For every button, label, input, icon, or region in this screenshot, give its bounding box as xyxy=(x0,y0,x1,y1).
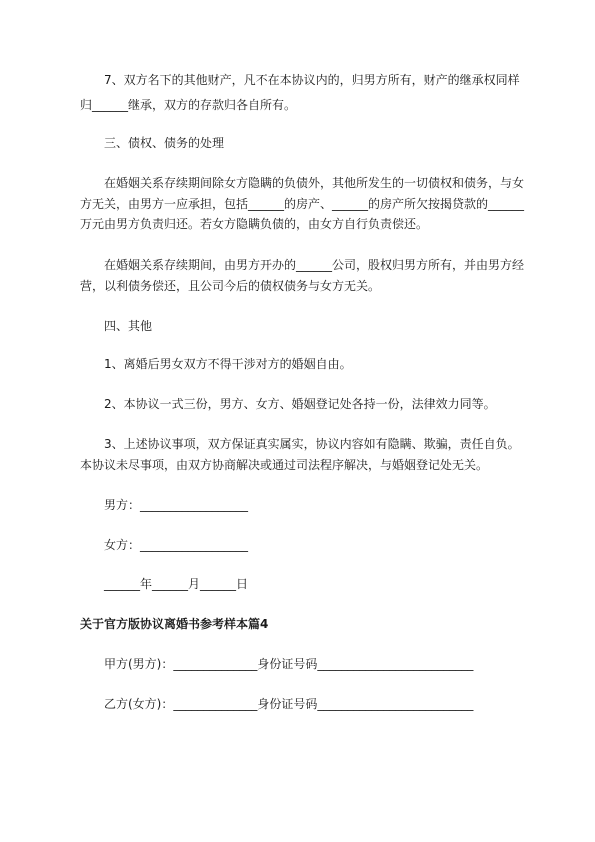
other-clause-3-line-2: 本协议未尽事项，由双方协商解决或通过司法程序解决，与婚姻登记处无关。 xyxy=(80,458,489,472)
other-clause-1: 1、离婚后男女双方不得干涉对方的婚姻自由。 xyxy=(104,357,352,371)
female-signature-line: 女方：__________________ xyxy=(104,538,249,552)
debt-paragraph-2-line-1: 在婚姻关系存续期间，由男方开办的______公司，股权归男方所有，并由男方经 xyxy=(104,258,525,272)
clause-7-line-1: 7、双方名下的其他财产，凡不在本协议内的，归男方所有，财产的继承权同样 xyxy=(104,73,520,87)
debt-paragraph-1-line-3: 万元由男方负责归还。若女方隐瞒负债的，由女方自行负责偿还。 xyxy=(80,217,429,231)
debt-paragraph-1-line-2: 方无关，由男方一应承担，包括______的房产、______的房产所欠按揭贷款的______ xyxy=(80,197,525,211)
clause-7-line-2: 归______继承，双方的存款归各自所有。 xyxy=(80,98,297,112)
debt-paragraph-2-line-2: 营，以利债务偿还，且公司今后的债权债务与女方无关。 xyxy=(80,279,381,293)
date-line: ______年______月______日 xyxy=(104,577,249,591)
party-a-line: 甲方(男方)：______________身份证号码__________________________ xyxy=(104,657,474,671)
article-4-title: 关于官方版协议离婚书参考样本篇4 xyxy=(80,617,269,631)
other-clause-3-line-1: 3、上述协议事项，双方保证真实属实，协议内容如有隐瞒、欺骗，责任自负。 xyxy=(104,437,520,451)
male-signature-line: 男方：__________________ xyxy=(104,498,249,512)
other-clause-2: 2、本协议一式三份，男方、女方、婚姻登记处各持一份，法律效力同等。 xyxy=(104,397,496,411)
debt-paragraph-1-line-1: 在婚姻关系存续期间除女方隐瞒的负债外，其他所发生的一切债权和债务，与女 xyxy=(104,176,525,190)
section-4-heading: 四、其他 xyxy=(104,319,153,333)
party-b-line: 乙方(女方)：______________身份证号码__________________________ xyxy=(104,697,474,711)
section-3-heading: 三、债权、债务的处理 xyxy=(104,136,225,150)
